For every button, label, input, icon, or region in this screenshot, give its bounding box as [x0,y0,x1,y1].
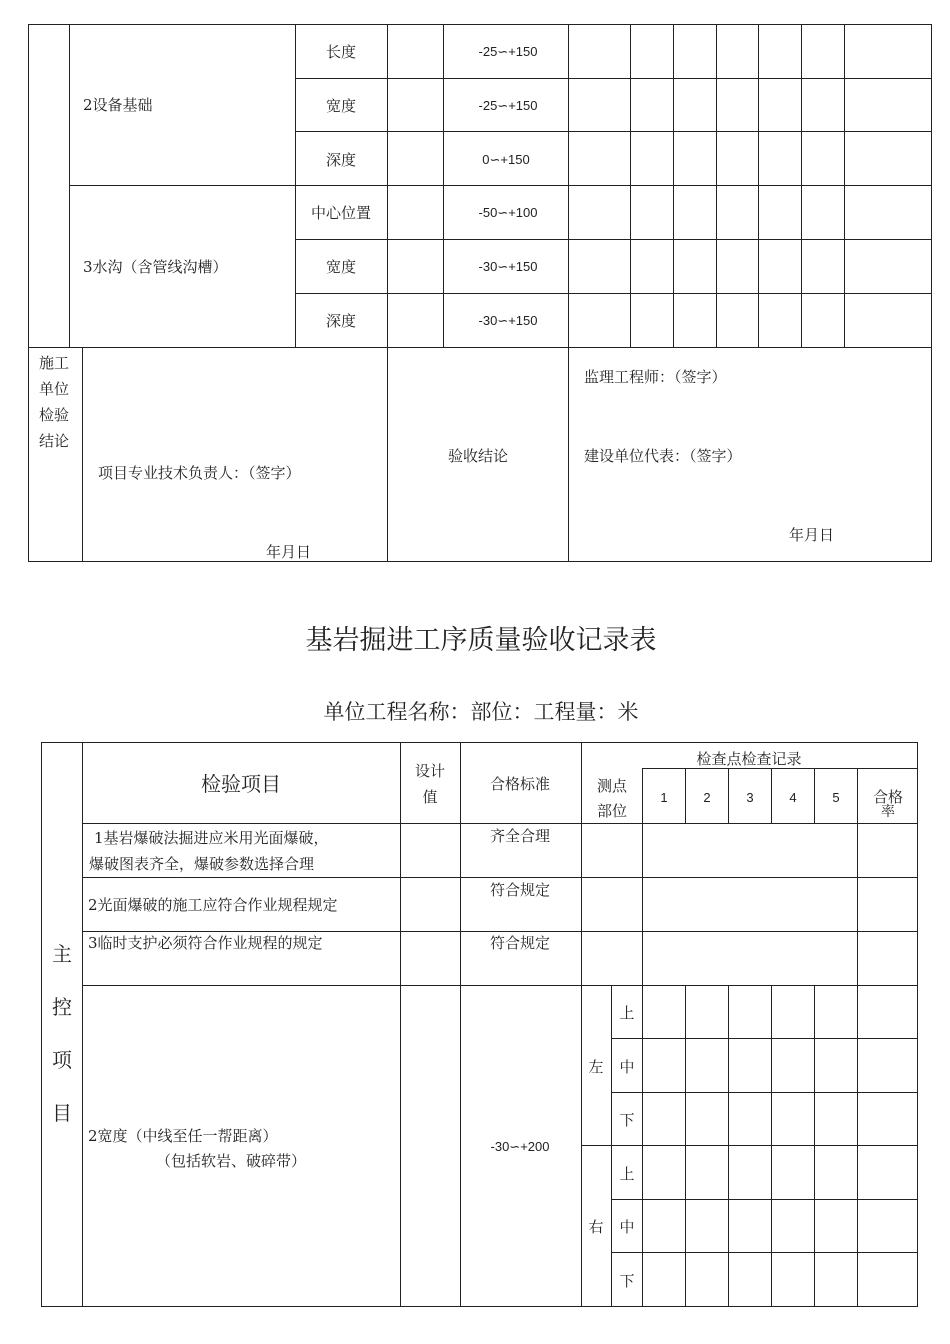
grid-line [673,24,674,348]
side-label-main-control: 控 [52,995,72,1019]
position-bottom: 下 [619,1272,635,1290]
grid-line [295,293,932,294]
grid-line [685,768,686,823]
grid-line [611,1252,918,1253]
side-left: 左 [588,1058,604,1076]
side-label-line: 检验 [39,406,70,424]
standard-value: -30∽+150 [478,259,538,274]
item-width: 宽度 [325,258,357,276]
grid-line [581,742,582,1307]
grid-line [814,768,815,823]
grid-line [295,24,296,348]
grid-line [801,24,802,348]
grid-line [295,131,932,132]
row-smooth-blasting: 2光面爆破的施工应符合作业规程规定 [88,896,338,914]
position-middle: 中 [619,1218,635,1236]
header-pass-rate: 合格 [872,788,904,806]
grid-line [611,1092,918,1093]
standard-value: 0∽+150 [482,152,530,167]
width-standard: -30∽+200 [490,1139,550,1154]
grid-line [611,1199,918,1200]
grid-line [728,985,729,1307]
header-design-value: 值 [422,788,438,806]
supervisor-signature: 监理工程师：（签字） [584,368,727,386]
header-design-value: 设计 [414,762,446,780]
item-depth: 深度 [325,312,357,330]
grid-line [28,561,932,562]
row-standard: 齐全合理 [489,827,551,845]
row-blasting-line: 1基岩爆破法掘进应米用光面爆破， [94,829,329,847]
grid-line [917,742,918,1307]
side-label-line: 结论 [39,432,70,450]
side-label-main-control: 目 [52,1101,72,1125]
standard-value: -50∽+100 [478,205,538,220]
position-bottom: 下 [619,1111,635,1129]
grid-line [931,24,932,562]
standard-value: -30∽+150 [478,313,538,328]
form-subtitle: 单位工程名称：部位：工程量：米 [323,700,639,724]
standard-value: -25∽+150 [478,44,538,59]
header-point-3: 3 [746,790,754,805]
header-point-1: 1 [660,790,668,805]
grid-line [82,742,83,1307]
form-title: 基岩掘进工序质量验收记录表 [305,625,657,656]
group-label-drain-ditch: 3水沟（含管线沟槽） [83,258,228,276]
header-standard: 合格标准 [489,775,551,793]
grid-line [611,1038,918,1039]
date-left: 年月日 [266,543,312,561]
group-label-equipment-foundation: 2设备基础 [83,96,153,114]
acceptance-conclusion: 验收结论 [447,447,509,465]
date-right: 年月日 [789,526,835,544]
grid-line [568,24,569,562]
grid-line [28,24,29,562]
side-label-line: 单位 [39,380,70,398]
grid-line [28,24,932,25]
grid-line [716,24,717,348]
grid-line [41,742,918,743]
grid-line [728,768,729,823]
grid-line [642,768,643,1307]
grid-line [295,78,932,79]
grid-line [28,347,932,348]
item-center-position: 中心位置 [310,204,372,222]
position-middle: 中 [619,1058,635,1076]
row-blasting-line: 爆破图表齐全，爆破参数选择合理 [89,855,315,873]
header-check-record: 检查点检查记录 [696,750,802,768]
header-measure-point: 部位 [596,802,628,820]
item-length: 长度 [325,43,357,61]
grid-line [41,742,42,1307]
grid-line [41,1306,918,1307]
side-label-line: 施工 [39,354,70,372]
standard-value: -25∽+150 [478,98,538,113]
grid-line [400,742,401,1307]
grid-line [758,24,759,348]
side-right: 右 [588,1218,604,1236]
row-standard: 符合规定 [489,881,551,899]
grid-line [611,985,612,1307]
grid-line [814,985,815,1307]
grid-line [295,239,932,240]
grid-line [82,877,918,878]
item-depth: 深度 [325,151,357,169]
grid-line [82,347,83,562]
row-standard: 符合规定 [489,934,551,952]
grid-line [685,985,686,1307]
row-temporary-support: 3临时支护必须符合作业规程的规定 [88,934,323,952]
side-label-main-control: 项 [52,1048,72,1072]
grid-line [771,768,772,823]
grid-line [69,185,932,186]
tech-lead-signature: 项目专业技术负责人：（签字） [98,464,301,482]
header-point-5: 5 [832,790,840,805]
grid-line [82,985,918,986]
header-pass-rate: 率 [881,804,895,820]
grid-line [69,24,70,348]
header-inspection-item: 检验项目 [201,772,281,796]
header-point-4: 4 [789,790,797,805]
grid-line [460,742,461,1307]
grid-line [82,931,918,932]
width-item-line: 2宽度（中线至任一帮距离） [88,1127,278,1145]
grid-line [844,24,845,348]
header-point-2: 2 [703,790,711,805]
grid-line [630,24,631,348]
header-measure-point: 测点 [596,777,628,795]
side-label-main-control: 主 [52,942,72,966]
grid-line [581,1145,918,1146]
owner-rep-signature: 建设单位代表：（签字） [584,447,742,465]
grid-line [443,24,444,348]
grid-line [771,985,772,1307]
grid-line [82,823,918,824]
position-top: 上 [619,1165,635,1183]
grid-line [857,768,858,1307]
item-width: 宽度 [325,97,357,115]
position-top: 上 [619,1004,635,1022]
width-item-line: （包括软岩、破碎带） [156,1152,307,1170]
grid-line [387,24,388,562]
